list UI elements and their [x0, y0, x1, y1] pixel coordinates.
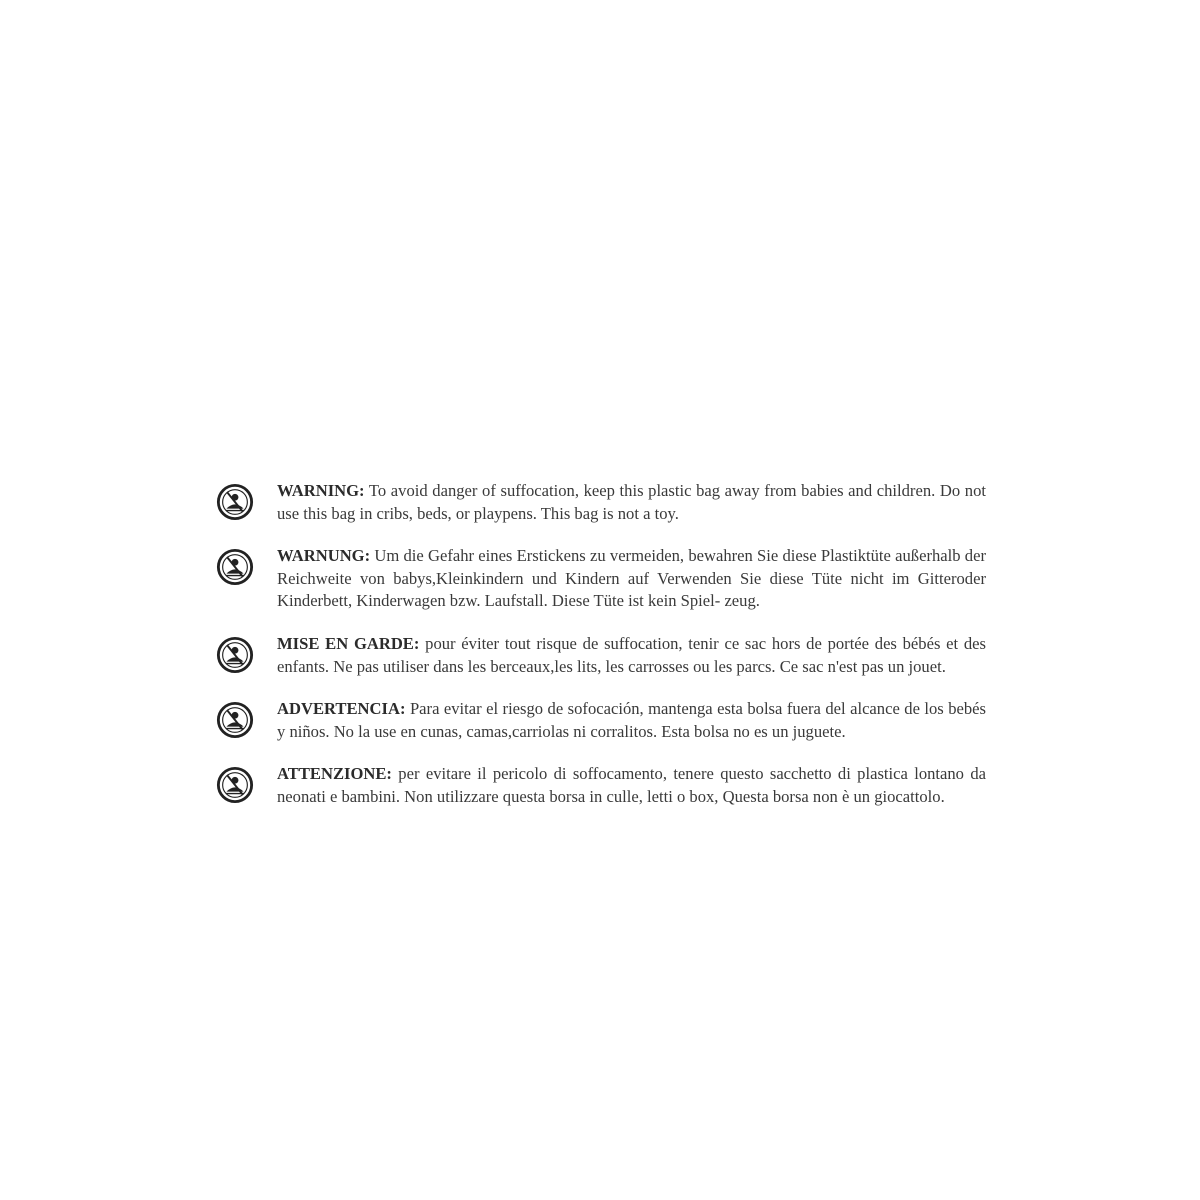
warning-label: WARNING:	[277, 481, 365, 500]
warning-german	[216, 545, 986, 613]
no-baby-in-bag-icon	[216, 548, 254, 586]
warning-body: Um die Gefahr eines Erstickens zu vermeiden, bewahren Sie diese Plastiktüte außerhalb der Reichweite von babys,Kleinkindern und Kindern auf Verwenden Sie diese Tüte nicht im Gitteroder Kinderbett, Kinderwagen bzw. Laufstall. Diese Tüte ist kein Spiel- zeug.	[277, 546, 986, 611]
warning-label: MISE EN GARDE:	[277, 633, 420, 653]
warning-body: Para evitar el riesgo de sofocación, mantenga esta bolsa fuera del alcance de los bebés y niños. No la use en cunas, camas,carriolas ni corralitos. Esta bolsa no es un juguete.	[277, 699, 986, 741]
warning-label: ATTENZIONE:	[277, 764, 392, 784]
warning-label: ADVERTENCIA:	[277, 699, 406, 719]
warning-italian	[216, 763, 986, 808]
warning-body: pour éviter tout risque de suffocation, tenir ce sac hors de portée des bébés et des enfants. Ne pas utiliser dans les berceaux,les lits, les carrosses ou les parcs. Ce sac n'est pas un jouet.	[277, 633, 986, 676]
warning-body: To avoid danger of suffocation, keep this plastic bag away from babies and children. Do not use this bag in cribs, beds, or playpens. This bag is not a toy.	[277, 481, 986, 523]
warning-spanish	[216, 698, 986, 743]
no-baby-in-bag-icon	[216, 636, 254, 674]
no-baby-in-bag-icon	[216, 701, 254, 739]
warning-english	[216, 480, 986, 525]
warning-french	[216, 633, 986, 678]
warnings-list	[216, 480, 986, 829]
warning-body: per evitare il pericolo di soffocamento, tenere questo sacchetto di plastica lontano da neonati e bambini. Non utilizzare questa borsa in culle, letti o box, Questa borsa non è un giocattolo.	[277, 764, 986, 806]
warning-label: WARNUNG:	[277, 546, 371, 566]
no-baby-in-bag-icon	[216, 483, 254, 521]
no-baby-in-bag-icon	[216, 766, 254, 804]
